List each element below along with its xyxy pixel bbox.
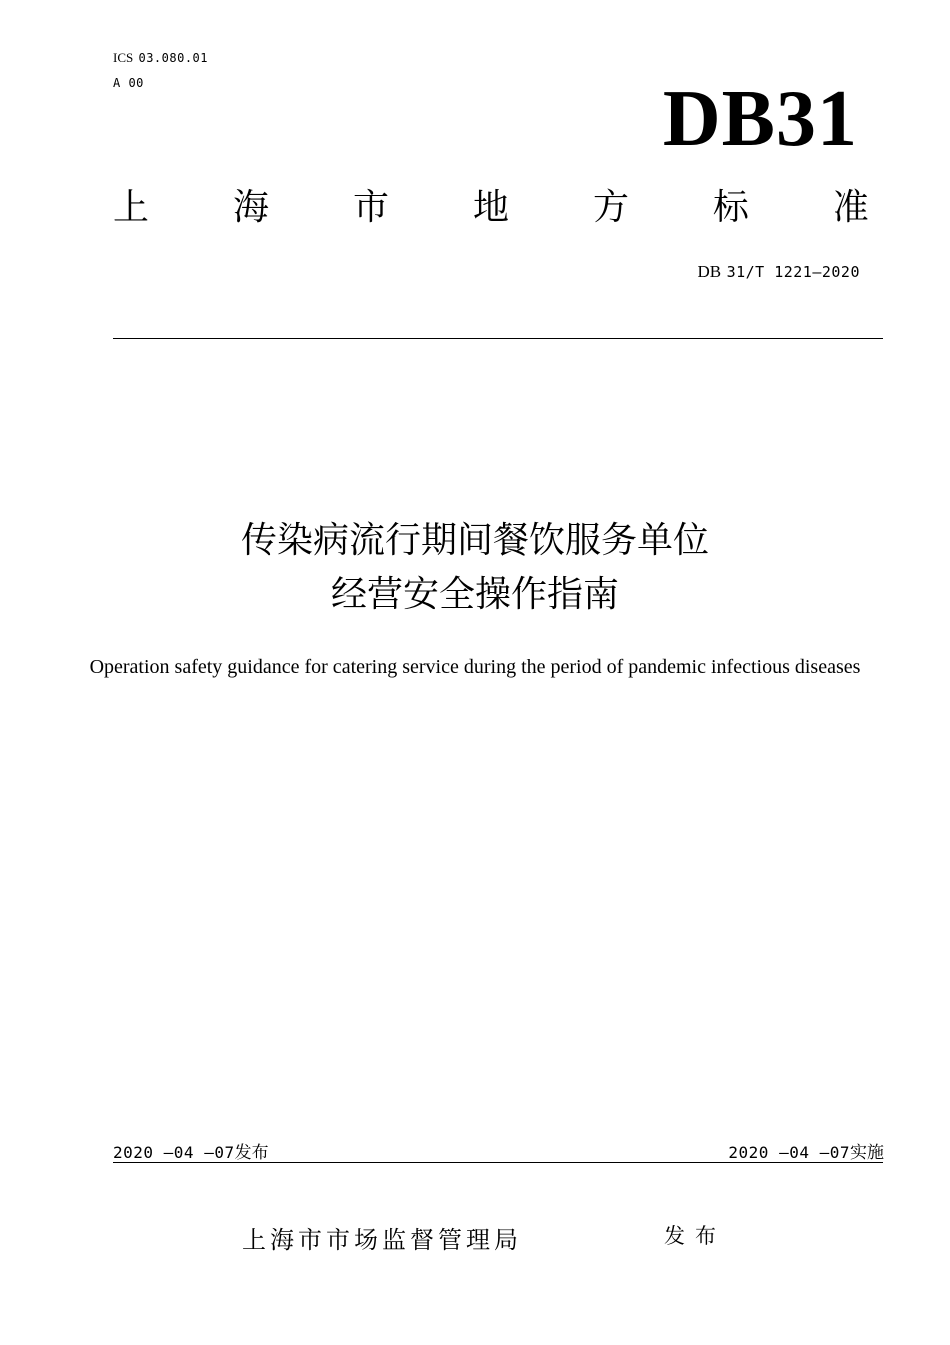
- standard-type: [113, 184, 869, 232]
- issue-date: [113, 1138, 269, 1163]
- document-title-line2: 经营安全操作指南: [330, 574, 619, 615]
- english-title: Operation safety guidance for catering service during the period of pandemic infectious diseases: [89, 656, 861, 678]
- standard-number-value: 31/T 1221—2020: [726, 263, 860, 281]
- ics-number: 03.080.01: [138, 51, 209, 65]
- standard-type-char: 地: [472, 187, 509, 228]
- standard-type-char: 标: [712, 187, 749, 228]
- bottom-divider: [113, 1162, 883, 1163]
- top-divider: [113, 338, 883, 339]
- standard-type-char: 方: [592, 187, 629, 228]
- ics-label: ICS: [113, 50, 134, 65]
- implementation-date: [728, 1138, 884, 1163]
- standard-type-char: 市: [352, 187, 389, 228]
- issue-date-label: 发布: [234, 1143, 269, 1163]
- issuing-authority: 上海市市场监督管理局: [242, 1226, 522, 1254]
- document-title-line1: 传染病流行期间餐饮服务单位: [240, 520, 709, 561]
- issue-date-value: 2020 —04 —07: [113, 1143, 235, 1162]
- standard-logo: DB31: [662, 75, 858, 163]
- standard-type-char: 准: [832, 187, 869, 228]
- ics-code: [113, 50, 208, 66]
- implementation-date-label: 实施: [850, 1143, 884, 1163]
- standard-type-char: 上: [113, 187, 150, 228]
- issuing-action: 发布: [664, 1224, 726, 1248]
- standard-number: [698, 262, 860, 282]
- standard-number-prefix: DB: [697, 262, 722, 281]
- standard-type-char: 海: [232, 187, 269, 228]
- implementation-date-value: 2020 —04 —07: [728, 1143, 850, 1162]
- classification-code: A 00: [113, 76, 144, 90]
